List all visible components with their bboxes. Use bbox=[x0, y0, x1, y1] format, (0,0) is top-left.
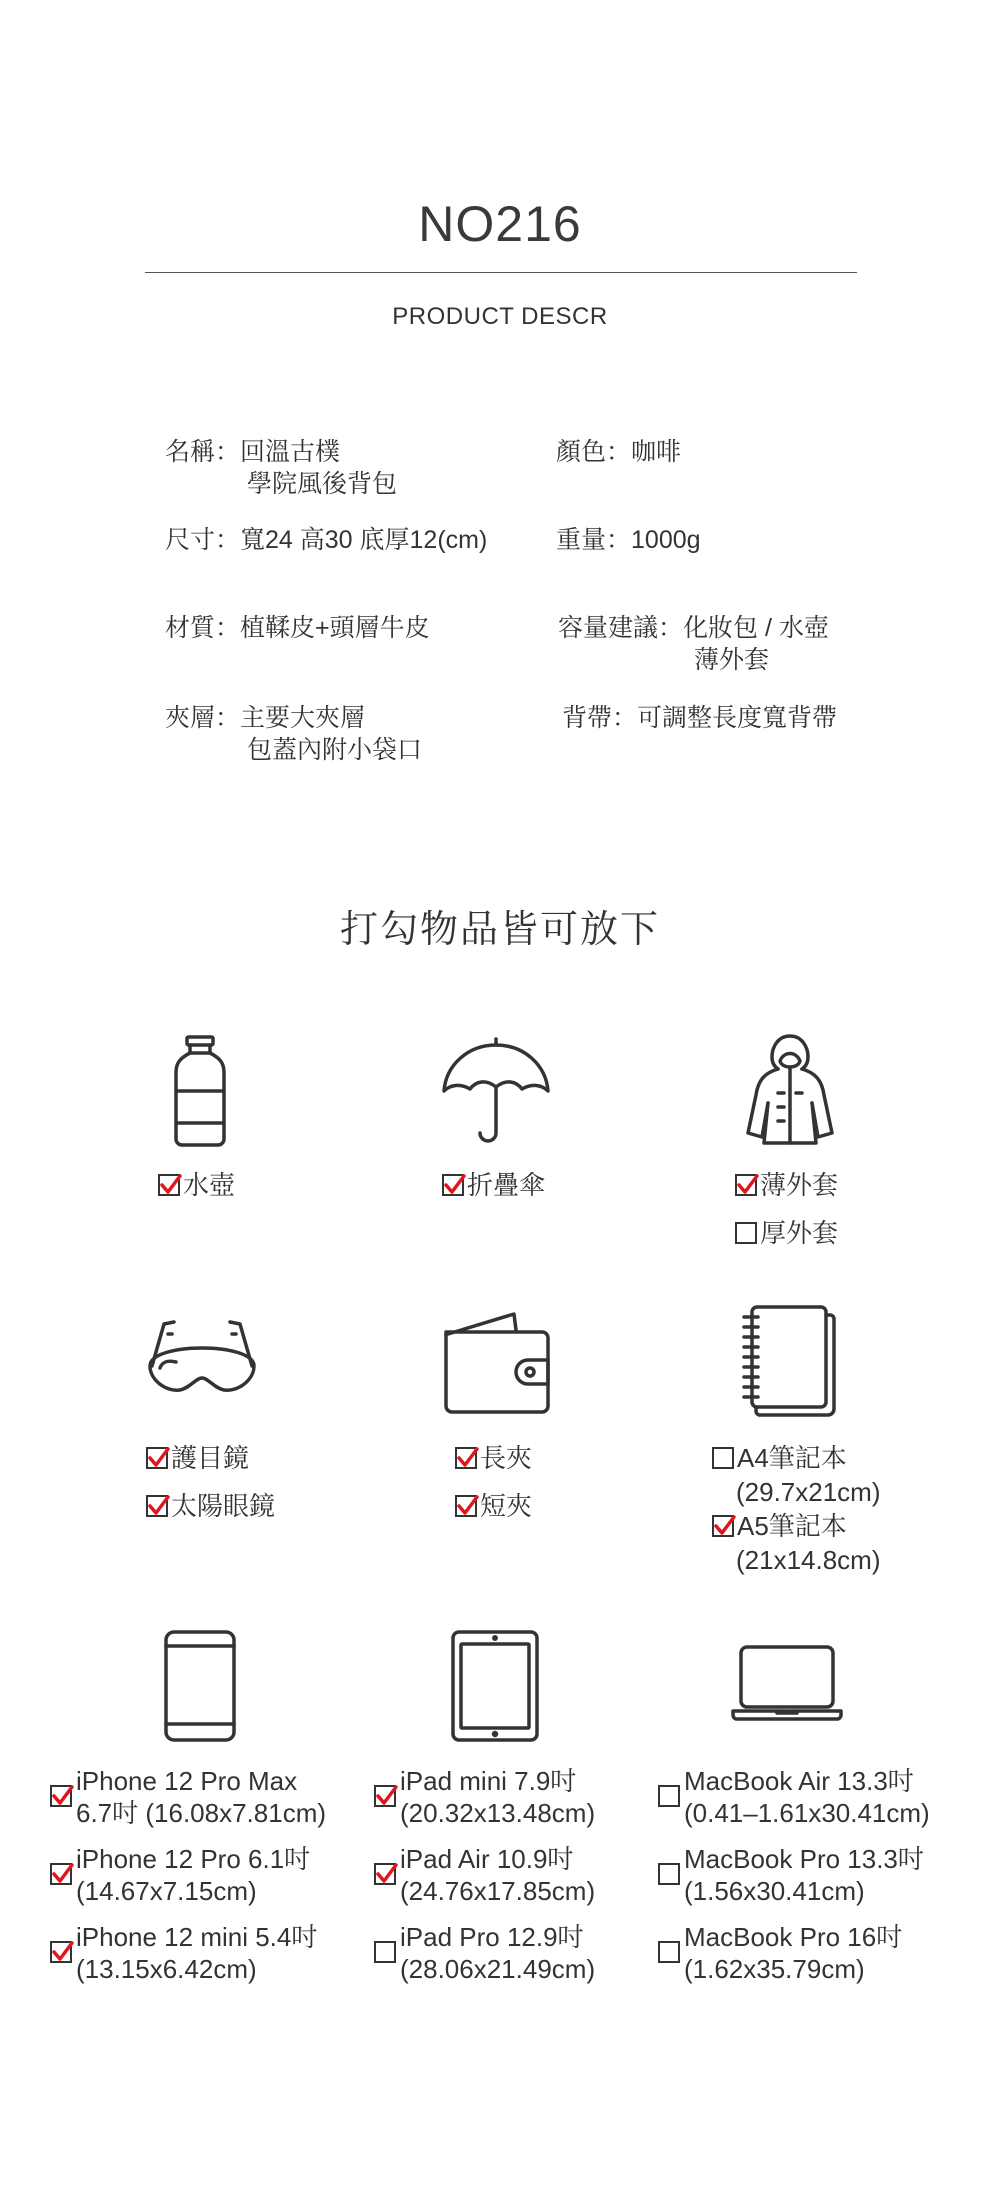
checked-checkbox-icon[interactable] bbox=[50, 1863, 72, 1885]
option-group-umbrella bbox=[442, 1168, 545, 1202]
unchecked-checkbox-icon[interactable] bbox=[658, 1863, 680, 1885]
tablet-icon bbox=[451, 1630, 539, 1742]
option-ipad-pro[interactable] bbox=[374, 1921, 595, 1985]
device-model: iPhone 12 Pro 6.1吋 bbox=[76, 1844, 311, 1874]
unchecked-checkbox-icon[interactable] bbox=[735, 1222, 757, 1244]
option-macbook-air-13[interactable] bbox=[658, 1765, 930, 1829]
option-ipad-air[interactable] bbox=[374, 1843, 595, 1907]
device-size: (20.32x13.48cm) bbox=[400, 1798, 596, 1828]
option-sunglasses[interactable] bbox=[146, 1489, 275, 1523]
option-iphone-12-mini[interactable] bbox=[50, 1921, 326, 1985]
spec-color-value: 咖啡 bbox=[631, 438, 682, 466]
option-goggles[interactable] bbox=[146, 1441, 275, 1475]
checked-checkbox-icon[interactable] bbox=[50, 1941, 72, 1963]
spec-capacity bbox=[558, 612, 829, 676]
spec-color bbox=[556, 436, 681, 468]
option-folding-umbrella[interactable] bbox=[442, 1168, 545, 1202]
device-model: iPad mini 7.9吋 bbox=[400, 1766, 577, 1796]
option-iphone-12-pro-max[interactable] bbox=[50, 1765, 326, 1829]
product-code-title: NO216 bbox=[418, 196, 582, 252]
spec-capacity-line-1: 化妝包 / 水壺 bbox=[683, 614, 829, 642]
option-group-tablets bbox=[374, 1765, 595, 1985]
checked-checkbox-icon[interactable] bbox=[735, 1174, 757, 1196]
laptop-icon bbox=[731, 1645, 843, 1721]
spec-size-value: 寬24 高30 底厚12(cm) bbox=[240, 526, 488, 554]
device-model: MacBook Air 13.3吋 bbox=[684, 1766, 914, 1796]
option-label: 水壺 bbox=[183, 1170, 236, 1200]
unchecked-checkbox-icon[interactable] bbox=[374, 1941, 396, 1963]
option-label: 長夾 bbox=[480, 1443, 533, 1473]
raincoat-icon bbox=[742, 1033, 838, 1147]
spec-material-label: 材質： bbox=[165, 614, 241, 642]
spec-pocket bbox=[165, 702, 422, 766]
section-heading: 打勾物品皆可放下 bbox=[339, 909, 660, 951]
spec-strap-value: 可調整長度寬背帶 bbox=[637, 704, 838, 732]
option-label: 護目鏡 bbox=[171, 1443, 250, 1473]
spec-material bbox=[165, 612, 430, 644]
device-model: iPhone 12 Pro Max bbox=[76, 1766, 298, 1796]
spec-name-line-2: 學院風後背包 bbox=[247, 470, 398, 498]
option-ipad-mini[interactable] bbox=[374, 1765, 595, 1829]
water-bottle-icon bbox=[172, 1035, 228, 1147]
wallet-icon bbox=[444, 1310, 554, 1414]
option-macbook-pro-16[interactable] bbox=[658, 1921, 930, 1985]
product-description-subtitle: PRODUCT DESCR bbox=[392, 303, 608, 330]
spec-weight-value: 1000g bbox=[631, 526, 701, 554]
spec-material-value: 植鞣皮+頭層牛皮 bbox=[240, 614, 430, 642]
option-label: A5筆記本 bbox=[737, 1511, 847, 1541]
option-long-wallet[interactable] bbox=[455, 1441, 532, 1475]
option-label: 短夾 bbox=[480, 1491, 533, 1521]
checked-checkbox-icon[interactable] bbox=[158, 1174, 180, 1196]
option-group-jacket bbox=[735, 1168, 838, 1250]
spec-color-label: 顏色： bbox=[556, 438, 632, 466]
title-divider bbox=[145, 272, 857, 273]
checked-checkbox-icon[interactable] bbox=[455, 1495, 477, 1517]
spec-pocket-line-1: 主要大夾層 bbox=[240, 704, 366, 732]
checked-checkbox-icon[interactable] bbox=[374, 1863, 396, 1885]
option-a4-notebook[interactable] bbox=[712, 1441, 881, 1475]
device-model: MacBook Pro 16吋 bbox=[684, 1922, 903, 1952]
option-label: 薄外套 bbox=[760, 1170, 839, 1200]
spec-pocket-line-2: 包蓋內附小袋口 bbox=[247, 736, 423, 764]
device-size: (1.56x30.41cm) bbox=[684, 1876, 865, 1906]
option-group-wallet bbox=[455, 1441, 532, 1523]
option-a5-size: (21x14.8cm) bbox=[736, 1545, 881, 1575]
option-water-bottle[interactable] bbox=[158, 1168, 235, 1202]
option-group-laptops bbox=[658, 1765, 930, 1985]
unchecked-checkbox-icon[interactable] bbox=[658, 1785, 680, 1807]
device-size: (1.62x35.79cm) bbox=[684, 1954, 865, 1984]
option-short-wallet[interactable] bbox=[455, 1489, 532, 1523]
device-model: MacBook Pro 13.3吋 bbox=[684, 1844, 924, 1874]
spec-capacity-line-2: 薄外套 bbox=[694, 646, 770, 674]
spec-weight-label: 重量： bbox=[556, 526, 632, 554]
option-group-phones bbox=[50, 1765, 326, 1985]
checked-checkbox-icon[interactable] bbox=[442, 1174, 464, 1196]
option-macbook-pro-13[interactable] bbox=[658, 1843, 930, 1907]
option-group-notebook bbox=[712, 1441, 881, 1577]
spec-capacity-label: 容量建議： bbox=[558, 614, 684, 642]
umbrella-icon bbox=[440, 1035, 552, 1147]
device-size: (13.15x6.42cm) bbox=[76, 1954, 257, 1984]
unchecked-checkbox-icon[interactable] bbox=[712, 1447, 734, 1469]
option-label: 厚外套 bbox=[760, 1218, 839, 1248]
spec-size bbox=[165, 524, 487, 556]
checked-checkbox-icon[interactable] bbox=[146, 1447, 168, 1469]
device-model: iPhone 12 mini 5.4吋 bbox=[76, 1922, 318, 1952]
checked-checkbox-icon[interactable] bbox=[455, 1447, 477, 1469]
device-size: (28.06x21.49cm) bbox=[400, 1954, 596, 1984]
unchecked-checkbox-icon[interactable] bbox=[658, 1941, 680, 1963]
device-size: (14.67x7.15cm) bbox=[76, 1876, 257, 1906]
spec-name-label: 名稱： bbox=[165, 438, 241, 466]
spec-name bbox=[165, 436, 397, 500]
option-group-glasses bbox=[146, 1441, 275, 1523]
option-iphone-12-pro[interactable] bbox=[50, 1843, 326, 1907]
phone-icon bbox=[164, 1630, 236, 1742]
device-size: (24.76x17.85cm) bbox=[400, 1876, 596, 1906]
option-thick-jacket[interactable] bbox=[735, 1216, 838, 1250]
spec-strap bbox=[562, 702, 837, 734]
checked-checkbox-icon[interactable] bbox=[374, 1785, 396, 1807]
device-size: (0.41–1.61x30.41cm) bbox=[684, 1798, 930, 1828]
spec-pocket-label: 夾層： bbox=[165, 704, 241, 732]
device-size: 6.7吋 (16.08x7.81cm) bbox=[76, 1798, 327, 1828]
checked-checkbox-icon[interactable] bbox=[712, 1515, 734, 1537]
option-label: A4筆記本 bbox=[737, 1443, 847, 1473]
option-group-bottle bbox=[158, 1168, 235, 1202]
spec-name-line-1: 回溫古樸 bbox=[240, 438, 341, 466]
device-model: iPad Pro 12.9吋 bbox=[400, 1922, 584, 1952]
option-a5-notebook[interactable] bbox=[712, 1509, 881, 1543]
option-label: 太陽眼鏡 bbox=[171, 1491, 276, 1521]
spec-weight bbox=[556, 524, 701, 556]
spec-size-label: 尺寸： bbox=[165, 526, 241, 554]
option-a4-size: (29.7x21cm) bbox=[736, 1477, 881, 1507]
checked-checkbox-icon[interactable] bbox=[50, 1785, 72, 1807]
option-label: 折疊傘 bbox=[467, 1170, 546, 1200]
checked-checkbox-icon[interactable] bbox=[146, 1495, 168, 1517]
glasses-icon bbox=[146, 1318, 258, 1408]
option-thin-jacket[interactable] bbox=[735, 1168, 838, 1202]
device-model: iPad Air 10.9吋 bbox=[400, 1844, 574, 1874]
spec-strap-label: 背帶： bbox=[562, 704, 638, 732]
notebook-icon bbox=[742, 1305, 836, 1417]
